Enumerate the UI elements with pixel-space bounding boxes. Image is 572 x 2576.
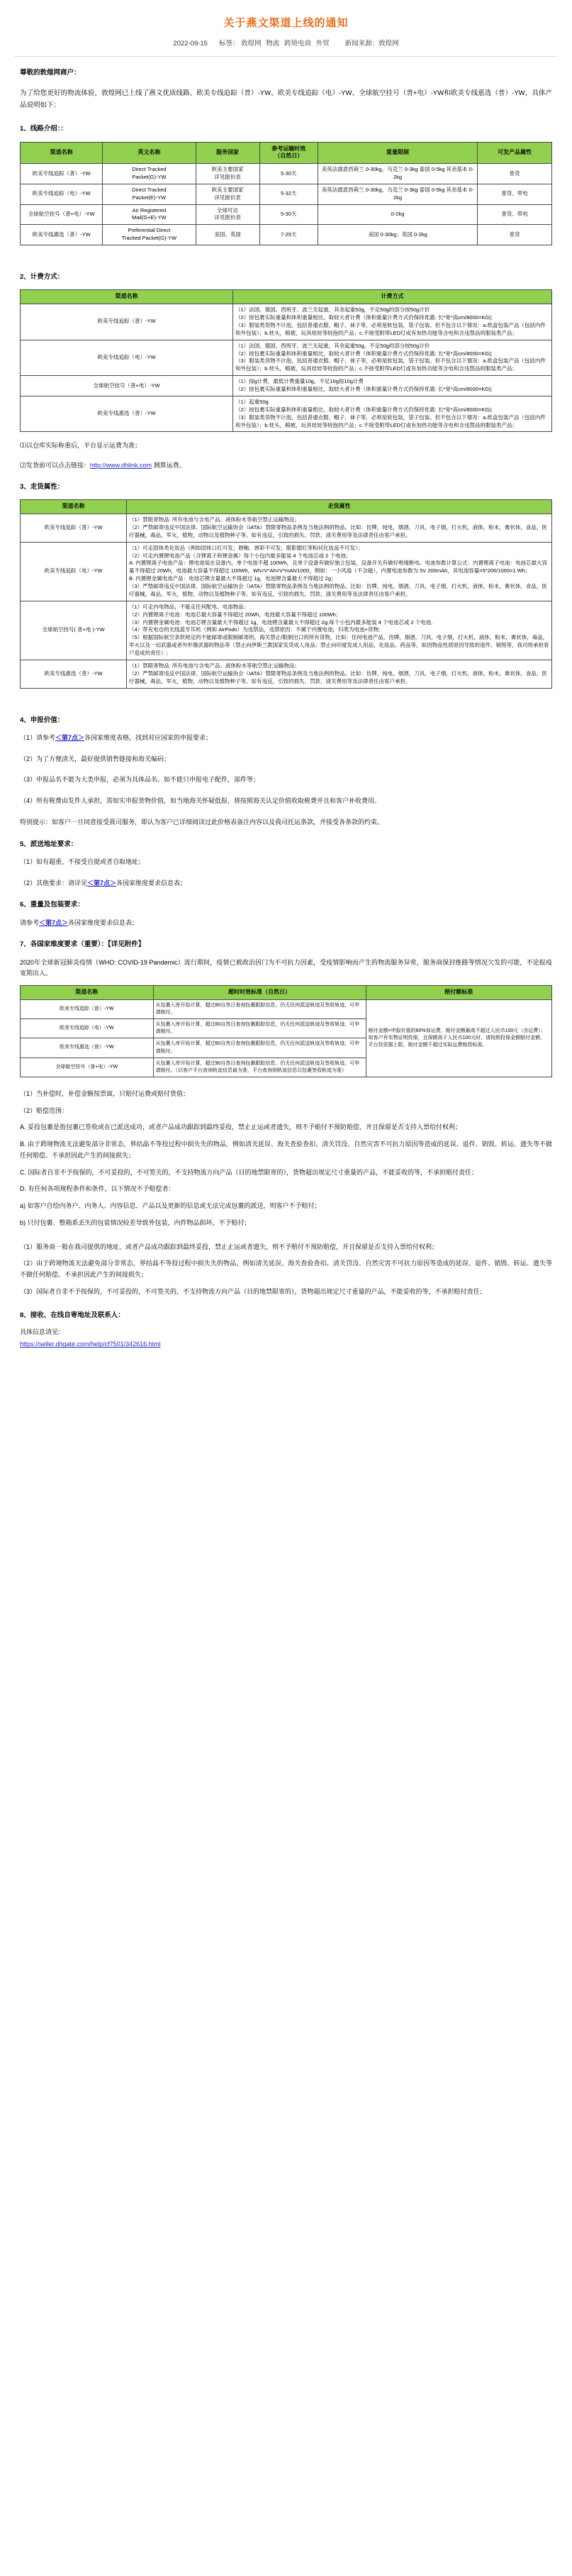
tag-list: [219, 39, 332, 49]
cell-attrs: [127, 514, 552, 543]
cell-billing: [233, 396, 552, 432]
cell-channel: 欧美专线惠选（普）-YW: [21, 225, 103, 245]
cell-country: [196, 184, 259, 204]
cell-time: 5-32天: [259, 184, 318, 204]
news-source: [345, 39, 399, 49]
table-row: [21, 601, 552, 660]
attr-line: （5）根据国际航空条款规定的不能邮寄或限制邮寄的，海关禁止/限制出口的所有货物，比如：任何电池产品，仿牌，烟酒，刀具，电子烟，打火机，液体，粉末，膏状体，毒品，军火以及一切武器或者外形像武器的物品等（禁止向伊斯兰教国家发货成人用品；禁止向印度发成人用品、化妆品、药品等，如因物品性质原因导致的退件、销毁等，我司将承担客户造成的责任）;: [129, 634, 549, 657]
cell-english: [103, 225, 196, 245]
table-header-row: [21, 986, 552, 1000]
cell-channel: 欧美专线追踪（电）-YW: [21, 340, 233, 376]
section-7-note-6: a) 如客户自绘内务户、内务人、内容信息、产品以及更新的信息或无法完成包裹的派送，则客户不予赔付；: [20, 1202, 321, 1210]
th-english-name: 英文名称: [103, 142, 196, 164]
section-7-note-7: b) 只付包裹、整箱系丢失的包装情况较差导致外包装，内件物品损坏，不予赔付；: [20, 1218, 251, 1226]
billing-line: （1）按g计费，最低计费重量10g，不足10g按10g计费: [235, 378, 364, 385]
cell-country: [196, 164, 259, 184]
cell-channel: 欧美专线追踪（电）-YW: [21, 184, 103, 204]
shipping-attribute-table: [20, 499, 552, 688]
section-6-title: 6、重量及包装要求：: [20, 901, 84, 909]
cell-channel: 欧美专线惠选（普）-YW: [21, 396, 233, 432]
billing-note-2-pre: ⑵发货前可以点击链接：: [20, 461, 91, 469]
cell-weight: 美英法德意西荷兰 0-30kg，乌克兰 0-3kg 泰国 0-5kg 其余基本 0-2kg: [318, 184, 478, 204]
section-8-pre-line-0: （1）服务商一般在我司提供的地址、或者产品成功跟踪到最终妥投，禁止止运或者遗失，则不予赔付不预防赔偿，并且保留是否支持入票给付权利；: [20, 1243, 439, 1250]
salutation: 尊敬的敦煌网商户：: [20, 68, 81, 77]
cell-attrs: [127, 601, 552, 660]
detail-info-label: 具体信息请见：: [20, 1328, 65, 1336]
attr-line: （1）禁限寄物品: 所有电池与含电产品、液体粉末等航空禁止运输物品；: [129, 662, 300, 669]
section-7-title: 7、各国家维度要求（重要）：【详见附件】: [20, 940, 145, 949]
table-row: [21, 204, 552, 225]
cell-english-line1: Direct Tracked: [132, 186, 167, 193]
source-value: 敦煌网: [378, 39, 399, 48]
th-service-country: 服务国家: [196, 142, 259, 164]
cell-compensation: 赔付金额=申报价值的80%加运费，赔付金额最高不超过人民币100元（含运费）；如客户有实物证明投保，且保额高于人民币100元时，请按照投保金额赔付金额，平台投资据上限，赔付金额不超过实际运费赔偿标准。: [366, 999, 552, 1077]
table-row: [21, 184, 552, 204]
table-row: [21, 514, 552, 543]
tag-item-3[interactable]: 外贸: [315, 39, 330, 48]
cell-timeout: 从包裹入库开始计算，超过90自然日查询包裹跟踪信息，仍无任何派送轨迹及签收轨迹，可申请赔付。（以客户平台查询轨迹信息最为准，平台查询到轨迹信息以包裹签收轨迹为准）: [153, 1057, 366, 1077]
cell-channel: 全球航空挂号( 普+电 )-YW: [21, 601, 127, 660]
cell-weight: 0-2kg: [318, 204, 478, 225]
section-1-title: 1、线路介绍：：: [20, 125, 68, 133]
document-meta: [0, 39, 572, 56]
declare-item-1-pre: （1）请参考: [20, 733, 56, 741]
th-channel-name: 渠道名称: [21, 986, 154, 1000]
cell-channel: 欧美专线惠选（普）-YW: [21, 1038, 154, 1057]
weight-packaging-pre: 请参考: [20, 918, 40, 926]
cell-country: [196, 225, 259, 245]
cell-country-line1: 全球可达: [217, 206, 238, 213]
billing-line: （2）按包裹实际重量和体积重量相比，取较大者计费（体积重量计费方式仍保持优惠: 长*宽*高cm/8000=KG);: [235, 350, 493, 357]
attr-line: （2）内置锂离子电池：电池芯最大容量不得超过 20Wh，电池最大容量不得超过 100Wh；: [129, 611, 342, 618]
point7-link[interactable]: ＜第7点＞: [55, 733, 85, 741]
cell-billing: [233, 304, 552, 340]
table-row: [21, 376, 552, 396]
cell-billing: [233, 340, 552, 376]
billing-line: （1）起重50g: [235, 398, 269, 405]
channel-intro-table: [20, 142, 552, 246]
billing-note-2-post: 测算运费。: [152, 461, 186, 469]
weight-packaging-post: 各国家维度要求信息表；: [68, 918, 139, 926]
source-label: 新闻来源：: [344, 39, 379, 48]
th-product-attr: 可发产品属性: [478, 142, 552, 164]
section-7-note-0: （1）当补偿时，补偿金额按票面，只赔付运费或赔付货值；: [20, 1089, 190, 1097]
detail-info-url-wrap: [20, 1340, 552, 1350]
cell-channel: 全球航空挂号（普+电）-YW: [21, 204, 103, 225]
cell-attr: 普货: [478, 225, 552, 245]
cell-country: [196, 204, 259, 225]
weight-packaging-text: [20, 918, 552, 929]
cell-country-line1: 欧美主要国家: [211, 166, 244, 173]
attr-line: （1）可走内电物品，不能走任何配电、电池物品；: [129, 603, 249, 610]
billing-note-1: ⑴以仓库实际称重后，平台显示运费为准；: [20, 442, 142, 450]
section-5-title: 5、派送地址要求：: [20, 840, 78, 848]
page-title: 关于燕文渠道上线的通知: [223, 18, 349, 29]
cell-country-line2: 详见报价表: [214, 214, 241, 221]
section-2-title: 2、计费方式：: [20, 273, 65, 282]
attr-line: （1）可走固体类化妆品（例如固体口红可发；唇釉、唇彩不可发；眼影腮红等粉状化妆品不可发）；: [129, 544, 364, 551]
attr-line: （2）严禁邮寄违反中国法律、国际航空运输协会（IATA）禁限寄物品条例及当地法例的物品。比如：仿牌，纯电，烟酒，刀具，电子烟，打火机，液体，粉末，膏状体，食品，医疗器械，毒品，军火，植物，动物以及植物种子等。如有违反，引致的损失、罚款、清关费用等及法律责任由客户承担。: [129, 523, 547, 538]
cell-english-line2: Packet(E)-YW: [132, 194, 167, 201]
section-4-title: 4、申报价值：: [20, 716, 65, 724]
attr-line: A. 内置锂离子电池产品：锂电池装在设备内，单个电池不超 100Wh，且单个设备有做好独立包装，设备开关有做好绝缘断电。电池参数计算公式：内置锂离子电池：电池芯最大容量不得超过 20Wh，电池最大容量不得超过 100Wh，Wh=V*Ah=V*mAh/1000，例如：一小风扇（不含磁），内置电池参数为 5V 200mAh，其电池容量=5*200/1000=1 Wh；: [129, 560, 548, 574]
cell-time: 7-25天: [259, 225, 318, 245]
dhlink-url-link[interactable]: http://www.dhlink.com: [90, 461, 152, 469]
th-channel-name: 渠道名称: [21, 142, 103, 164]
billing-line: （3）服装类货物不计泡，包括普通衣服、帽子、袜子等，必须是软包装，袋子包装。但不包含以下情况：a.纸盒包装产品（包括内件和外包装）；b.枕头，棉被，玩具娃娃等较泡的产品；c.不接受附带LED灯或有加热功能等含电和含违禁品的服装类产品；: [235, 321, 546, 336]
delivery-item-1: （1）如有超重，不接受自提或者自取地址；: [20, 857, 145, 865]
publish-date: 2022-09-15: [173, 39, 208, 48]
cell-timeout: 从包裹入库开始计算，超过60自然日查询包裹跟踪信息，仍无任何派送轨迹及签收轨迹，可申请赔付。: [153, 1019, 366, 1038]
th-compensation-standard: 赔付额标准: [366, 986, 552, 1000]
document-header: [0, 0, 572, 56]
section-7-note-3: B. 由于跨境物流无法避免部分非常态，界结晶不等投过程中损失失的物品，例如清关延误、海关查验查扣、清关罚没、自然灾害不可抗力原因等造成的延误、退件、销毁、转运、遗失等不做任何赔偿。不承担因此产生的间接损失；: [20, 1140, 552, 1159]
cell-time: 5-30天: [259, 204, 318, 225]
cell-english-line1: Air Registered: [132, 206, 167, 213]
cell-country-line2: 详见报价表: [214, 173, 241, 180]
billing-line: （2）按包裹实际重量和体积重量相比，取较大者计费（体积重量计费方式仍保持优惠: 长*宽*高cm/8000=KG);: [235, 386, 493, 393]
cell-attrs: [127, 660, 552, 688]
cell-channel: 欧美专线追踪（普）-YW: [21, 304, 233, 340]
cell-english-line1: Preferential Direct: [128, 227, 171, 234]
declare-item-2: （2）为了方便清关，最好提供销售链接和海关编码；: [20, 755, 171, 762]
th-shipping-attr: 走货属性: [127, 500, 552, 514]
tag-item-0[interactable]: 敦煌网: [241, 39, 262, 48]
section-7-note-5: D. 有任何各项规程条件和条件，以下情况不予赔偿者：: [20, 1185, 175, 1193]
cell-country-line1: 美国、英国: [214, 231, 241, 238]
point7-link[interactable]: ＜第7点＞: [87, 879, 117, 887]
cell-english-line2: Packet(G)-YW: [132, 173, 167, 180]
th-transit-time-line1: 参考运输时效: [271, 145, 306, 152]
th-channel-name: 渠道名称: [21, 500, 127, 514]
cell-attr: 普货、带电: [478, 204, 552, 225]
delivery-item-2-post: 各国家维度要求信息表；: [116, 879, 187, 887]
cell-channel: 欧美专线追踪（普）-YW: [21, 514, 127, 543]
declare-item-1-post: 各国家维度表格，找到对应国家的申报要求；: [84, 733, 213, 741]
cell-channel: 全球航空挂号（普+电）-YW: [21, 1057, 154, 1077]
section-8-title: 8、接收、在线自寄地址及联系人：: [20, 1311, 125, 1319]
cell-channel: 欧美专线追踪（普）-YW: [21, 999, 154, 1018]
table-row: [21, 164, 552, 184]
billing-line: （3）服装类货物不计泡，包括普通衣服、帽子、袜子等，必须是软包装，袋子包装。但不包含以下情况：a.纸盒包装产品（包括内件和外包装）；b.枕头，棉被，玩具娃娃等较泡的产品；c.不接受附带LED灯或有加热功能等含电和含违禁品的服装类产品；: [235, 413, 546, 428]
special-tip: 特别提示：如客户一旦同意接受我司服务，即认为客户已详细阅读过此价格表备注内容以及我司托运条款，并接受各条款的约束。: [20, 818, 384, 826]
th-channel-name: 渠道名称: [21, 290, 233, 304]
attr-line: （2）严禁邮寄违反中国法律、国际航空运输协会（IATA）禁限寄物品条例及当地法例的物品。比如：仿牌，纯电，烟酒，刀具，电子烟，打火机，液体，粉末，膏状体，食品，医疗器械，毒品，军火，植物，动物以及植物种子等。如有违反，引致的损失、罚款、清关费用等及法律责任由客户承担。: [129, 670, 547, 684]
cell-country-line2: 详见报价表: [214, 194, 241, 201]
cell-time: 5-30天: [259, 164, 318, 184]
attr-line: （2）可走内置锂电池产品（含锂离子和锂金属）每个小包内最多能装 4 个电池芯或 2 个电池；: [129, 552, 352, 559]
document-content: [0, 57, 572, 1367]
cell-billing: [233, 376, 552, 396]
table-row: [21, 396, 552, 432]
th-transit-time-line2: （自然日）: [274, 152, 303, 160]
section-7-note-1: （2）赔偿范围：: [20, 1106, 69, 1114]
billing-note-2: [20, 460, 552, 471]
declare-item-4: （4）所有税费由发件人承担，需如实申报货物价值，如当地海关怀疑低报，将按照海关认定价值收取税费并且和客户补收费用。: [20, 797, 381, 805]
attr-line: （4）带充电仓的无线蓝牙耳机（例如 AirPods）为违禁品，违禁原因：不属于内置电池，归类为电池+货物;: [129, 626, 380, 633]
cell-attrs: [127, 542, 552, 601]
cell-timeout: 从包裹入库开始计算，超过60自然日查询包裹跟踪信息，仍无任何派送轨迹及签收轨迹，可申请赔付。: [153, 1038, 366, 1057]
th-weight-limit: 重量限制: [318, 142, 478, 164]
cell-attr: 普货: [478, 164, 552, 184]
table-header-row: [21, 142, 552, 164]
section-7-intro: 2020年全球新冠肺炎疫情（WHO: COVID-19 Pandemic）流行期间，疫情已被政治因门为不可抗力因素，受疫情影响而产生的物流服务异常，服务商保封维路等情况欠发的可能，不论报疫宽期出入。: [20, 958, 552, 977]
billing-line: （2）按包裹实际重量和体积重量相比，取较大者计费（体积重量计费方式仍保持优惠: 长*宽*高cm/8000=KG);: [235, 406, 493, 413]
cell-country-line1: 欧美主要国家: [211, 186, 244, 193]
table-header-row: [21, 500, 552, 514]
point7-link[interactable]: ＜第7点＞: [39, 918, 69, 926]
declare-item-3: （3）申报品名不能为大类申报，必须为具体品名。如不能只申报电子配件，部件等；: [20, 776, 260, 784]
attr-line: （3）内置锂金属电池：电池芯锂含量最大不得超过 1g，电池锂含量最大不得超过 2g;每个小包内最多能装 4 个电池芯或 2 个电池.: [129, 618, 433, 626]
cell-channel: 全球航空挂号（普+电）-YW: [21, 376, 233, 396]
th-billing-method: 计费方式: [233, 290, 552, 304]
section-3-title: 3、走货属性：: [20, 482, 65, 491]
section-7-note-4: C. 国际者自非不予按保的，不可妥投的，不可签关的，不支持物流方向产品（目的地禁限寄的），货物超出规定尺寸重量的产品，不能妥收的等，不承担赔付责任；: [20, 1168, 478, 1176]
declare-item-1: [20, 733, 552, 744]
cell-english-line2: Mail(G+E)-YW: [132, 214, 167, 221]
tag-item-2[interactable]: 跨境电商: [284, 39, 311, 48]
attr-line: B. 内置锂金属电池产品：电池芯锂含量最大不得超过 1g，电池锂含量最大不得超过 2g；: [129, 575, 337, 582]
cell-english-line2: Tracked Packet(G)-YW: [121, 235, 176, 242]
table-row: [21, 542, 552, 601]
section-8-pre-line-2: （3）国际者自非不予按保的，不可妥投的，不可签关的，不支持物流方向产品（目的地禁限寄的），货物超出规定尺寸重量的产品，不能妥收的等，不承担赔付责任；: [20, 1287, 486, 1295]
cell-weight: 美英法德意西荷兰 0-30kg，乌克兰 0-3kg 泰国 0-5kg 其余基本 0-2kg: [318, 164, 478, 184]
table-row: [21, 660, 552, 688]
billing-line: （1）法国、德国、西班牙、波兰无起重，其余起重50g，不足50g的部分按50g计价: [235, 306, 430, 313]
table-row: [21, 304, 552, 340]
billing-line: （3）服装类货物不计泡，包括普通衣服、帽子、袜子等，必须是软包装，袋子包装。但不包含以下情况：a.纸盒包装产品（包括内件和外包装）；b.枕头，棉被，玩具娃娃等较泡的产品；c.不接受附带LED灯或有加热功能等含电和含违禁品的服装类产品；: [235, 357, 546, 372]
cell-attr: 普货、带电: [478, 184, 552, 204]
cell-english-line1: Direct Tracked: [132, 166, 167, 173]
cell-english: [103, 164, 196, 184]
cell-english: [103, 204, 196, 225]
billing-line: （2）按包裹实际重量和体积重量相比，取较大者计费（体积重量计费方式仍保持优惠: 长*宽*高cm/8000=KG);: [235, 314, 493, 321]
billing-method-table: [20, 289, 552, 432]
cell-channel: 欧美专线追踪（普）-YW: [21, 164, 103, 184]
delivery-item-2-pre: （2）其他要求：请详见: [20, 879, 88, 887]
billing-line: （1）法国、德国、西班牙、波兰无起重，其余起重50g，不足50g的部分按50g计价: [235, 342, 430, 349]
tags-label: 标签：: [218, 39, 240, 48]
cell-english: [103, 184, 196, 204]
th-timeout-standard: 超时时效标准（自然日）: [153, 986, 366, 1000]
table-row: [21, 999, 552, 1018]
attr-line: （1）禁限寄物品: 所有电池与含电产品、液体粉末等航空禁止运输物品；: [129, 516, 300, 523]
cell-channel: 欧美专线追踪（电）-YW: [21, 542, 127, 601]
section-7-note-2: A. 妥投包裹是指包裹已签收或在已派送成功，或者产品成功跟踪到最终妥投，禁止止运或者遗失，则不予赔付不预防赔偿，并且保留是否支持入票给付权利；: [20, 1123, 462, 1131]
attr-line: （3）严禁邮寄违反中国法律、国际航空运输协会（IATA）禁限寄物品条例及当地法例的物品。比如：仿牌，纯电，烟酒，刀具，电子烟，打火机，液体，粉末，膏状体，食品，医疗器械，毒品，军火，植物，动物以及植物种子等。如有违反，引致的损失、罚款、清关费用等及法律责任由客户承担。: [129, 583, 547, 597]
cell-channel: 欧美专线追踪（电）-YW: [21, 1019, 154, 1038]
table-row: [21, 225, 552, 245]
th-transit-time: [259, 142, 318, 164]
table-row: [21, 340, 552, 376]
country-dimension-table: [20, 985, 552, 1077]
intro-paragraph: 为了给您更好的物流体验，敦煌网已上线了燕文优质线路、欧美专线追踪（普）-YW、欧美专线追踪（电）-YW、全球航空挂号（普+电）-YW和欧美专线惠选（普）-YW，具体产品说明如下：: [20, 89, 552, 109]
cell-timeout: 从包裹入库开始计算，超过60自然日查询包裹跟踪信息，仍无任何派送轨迹及签收轨迹，可申请赔付。: [153, 999, 366, 1018]
delivery-item-2: [20, 878, 552, 889]
table-header-row: [21, 290, 552, 304]
section-8-pre-line-1: （2）由于跨境物流无法避免部分非常态，界结晶不等投过程中损失失的物品，例如清关延误、海关查验查扣、清关罚没、自然灾害不可抗力原因等造成的延误、退件、销毁、转运、遗失等不做任何赔偿。不承担因此产生的间接损失；: [20, 1260, 552, 1279]
help-page-url-link[interactable]: https://seller.dhgate.com/help/cf7501/342616.html: [20, 1340, 161, 1348]
tag-item-1[interactable]: 物流: [266, 39, 280, 48]
cell-channel: 欧美专线惠选（普）-YW: [21, 660, 127, 688]
cell-weight: 美国 0-30kg；英国 0-2kg: [318, 225, 478, 245]
